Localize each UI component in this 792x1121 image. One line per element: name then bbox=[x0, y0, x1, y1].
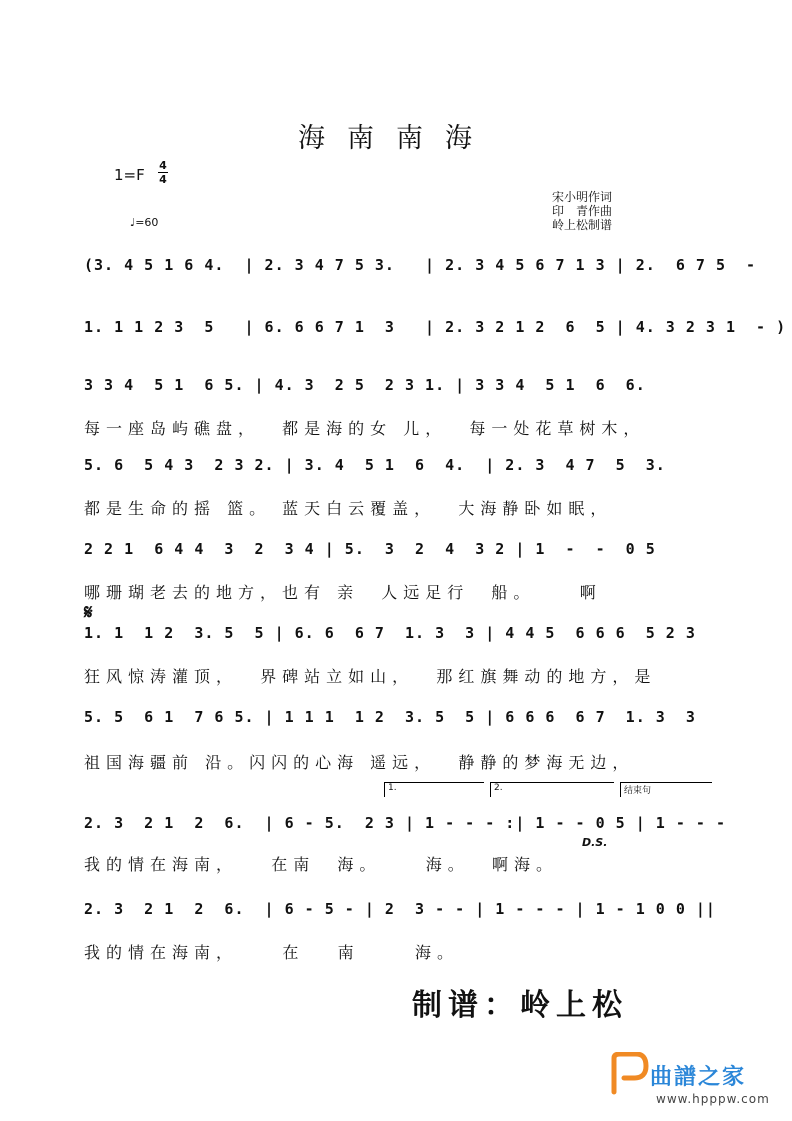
lyric-line-3: 哪珊瑚老去的地方，也有 亲 人远足行 船。 啊 bbox=[84, 583, 602, 602]
time-signature-bottom: 4 bbox=[159, 173, 167, 186]
key-signature: 1=F bbox=[114, 166, 145, 184]
watermark-brand: 曲譜之家 bbox=[650, 1065, 747, 1090]
segno-sign: 𝄋 bbox=[84, 600, 93, 624]
tempo-marking: ♩=60 bbox=[130, 216, 159, 229]
watermark-logo-icon bbox=[606, 1052, 650, 1096]
credit-transcriber: 岭上松制谱 bbox=[552, 218, 613, 232]
time-signature bbox=[158, 159, 168, 186]
ds-marking: D.S. bbox=[582, 836, 608, 849]
score-line-1: (3. 4 5 1 6 4. | 2. 3 4 7 5 3. | 2. 3 4 5 6 7 1 3 | 2. 6 7 5 - bbox=[84, 256, 757, 274]
score-line-9: 2. 3 2 1 2 6. | 6 - 5 - | 2 3 - - | 1 - - - | 1 - 1 0 0 || bbox=[84, 900, 716, 918]
signature: 制谱：岭上松 bbox=[412, 988, 628, 1023]
lyric-line-6: 我的情在海南， 在南 海。 海。 啊海。 bbox=[84, 855, 558, 874]
page-title: 海南南海 bbox=[298, 123, 494, 154]
score-line-5: 2 2 1 6 4 4 3 2 3 4 | 5. 3 2 4 3 2 | 1 - - 0 5 bbox=[84, 540, 656, 558]
score-line-4: 5. 6 5 4 3 2 3 2. | 3. 4 5 1 6 4. | 2. 3 4 7 5 3. bbox=[84, 456, 666, 474]
score-line-7: 5. 5 6 1 7 6 5. | 1 1 1 1 2 3. 5 5 | 6 6 6 6 7 1. 3 3 bbox=[84, 708, 696, 726]
score-line-3: 3 3 4 5 1 6 5. | 4. 3 2 5 2 3 1. | 3 3 4 5 1 6 6. bbox=[84, 376, 646, 394]
credits bbox=[552, 190, 612, 232]
score-line-8: 2. 3 2 1 2 6. | 6 - 5. 2 3 | 1 - - - :| 1 - - 0 5 | 1 - - - bbox=[84, 814, 726, 832]
time-signature-top: 4 bbox=[159, 159, 167, 172]
lyric-line-4: 狂风惊涛灌顶， 界碑站立如山， 那红旗舞动的地方，是 bbox=[84, 667, 657, 686]
lyric-line-5: 祖国海疆前 沿。闪闪的心海 遥远， 静静的梦海无边， bbox=[84, 753, 635, 772]
volta-second: 2. bbox=[490, 782, 614, 797]
watermark-url: www.hpppw.com bbox=[656, 1092, 770, 1106]
lyric-line-7: 我的情在海南， 在 南 海。 bbox=[84, 943, 460, 962]
volta-first: 1. bbox=[384, 782, 484, 797]
credit-lyricist: 宋小明作词 bbox=[552, 190, 613, 204]
lyric-line-2: 都是生命的摇 篮。 蓝天白云覆盖， 大海静卧如眠， bbox=[84, 499, 613, 518]
score-line-2: 1. 1 1 2 3 5 | 6. 6 6 7 1 3 | 2. 3 2 1 2 6 5 | 4. 3 2 3 1 - ) bbox=[84, 318, 787, 336]
credit-composer: 印 青作曲 bbox=[552, 204, 613, 218]
lyric-line-1: 每一座岛屿礁盘， 都是海的女 儿， 每一处花草树木， bbox=[84, 419, 646, 438]
volta-ending: 结束句 bbox=[620, 782, 712, 797]
score-line-6: 1. 1 1 2 3. 5 5 | 6. 6 6 7 1. 3 3 | 4 4 5 6 6 6 5 2 3 bbox=[84, 624, 696, 642]
